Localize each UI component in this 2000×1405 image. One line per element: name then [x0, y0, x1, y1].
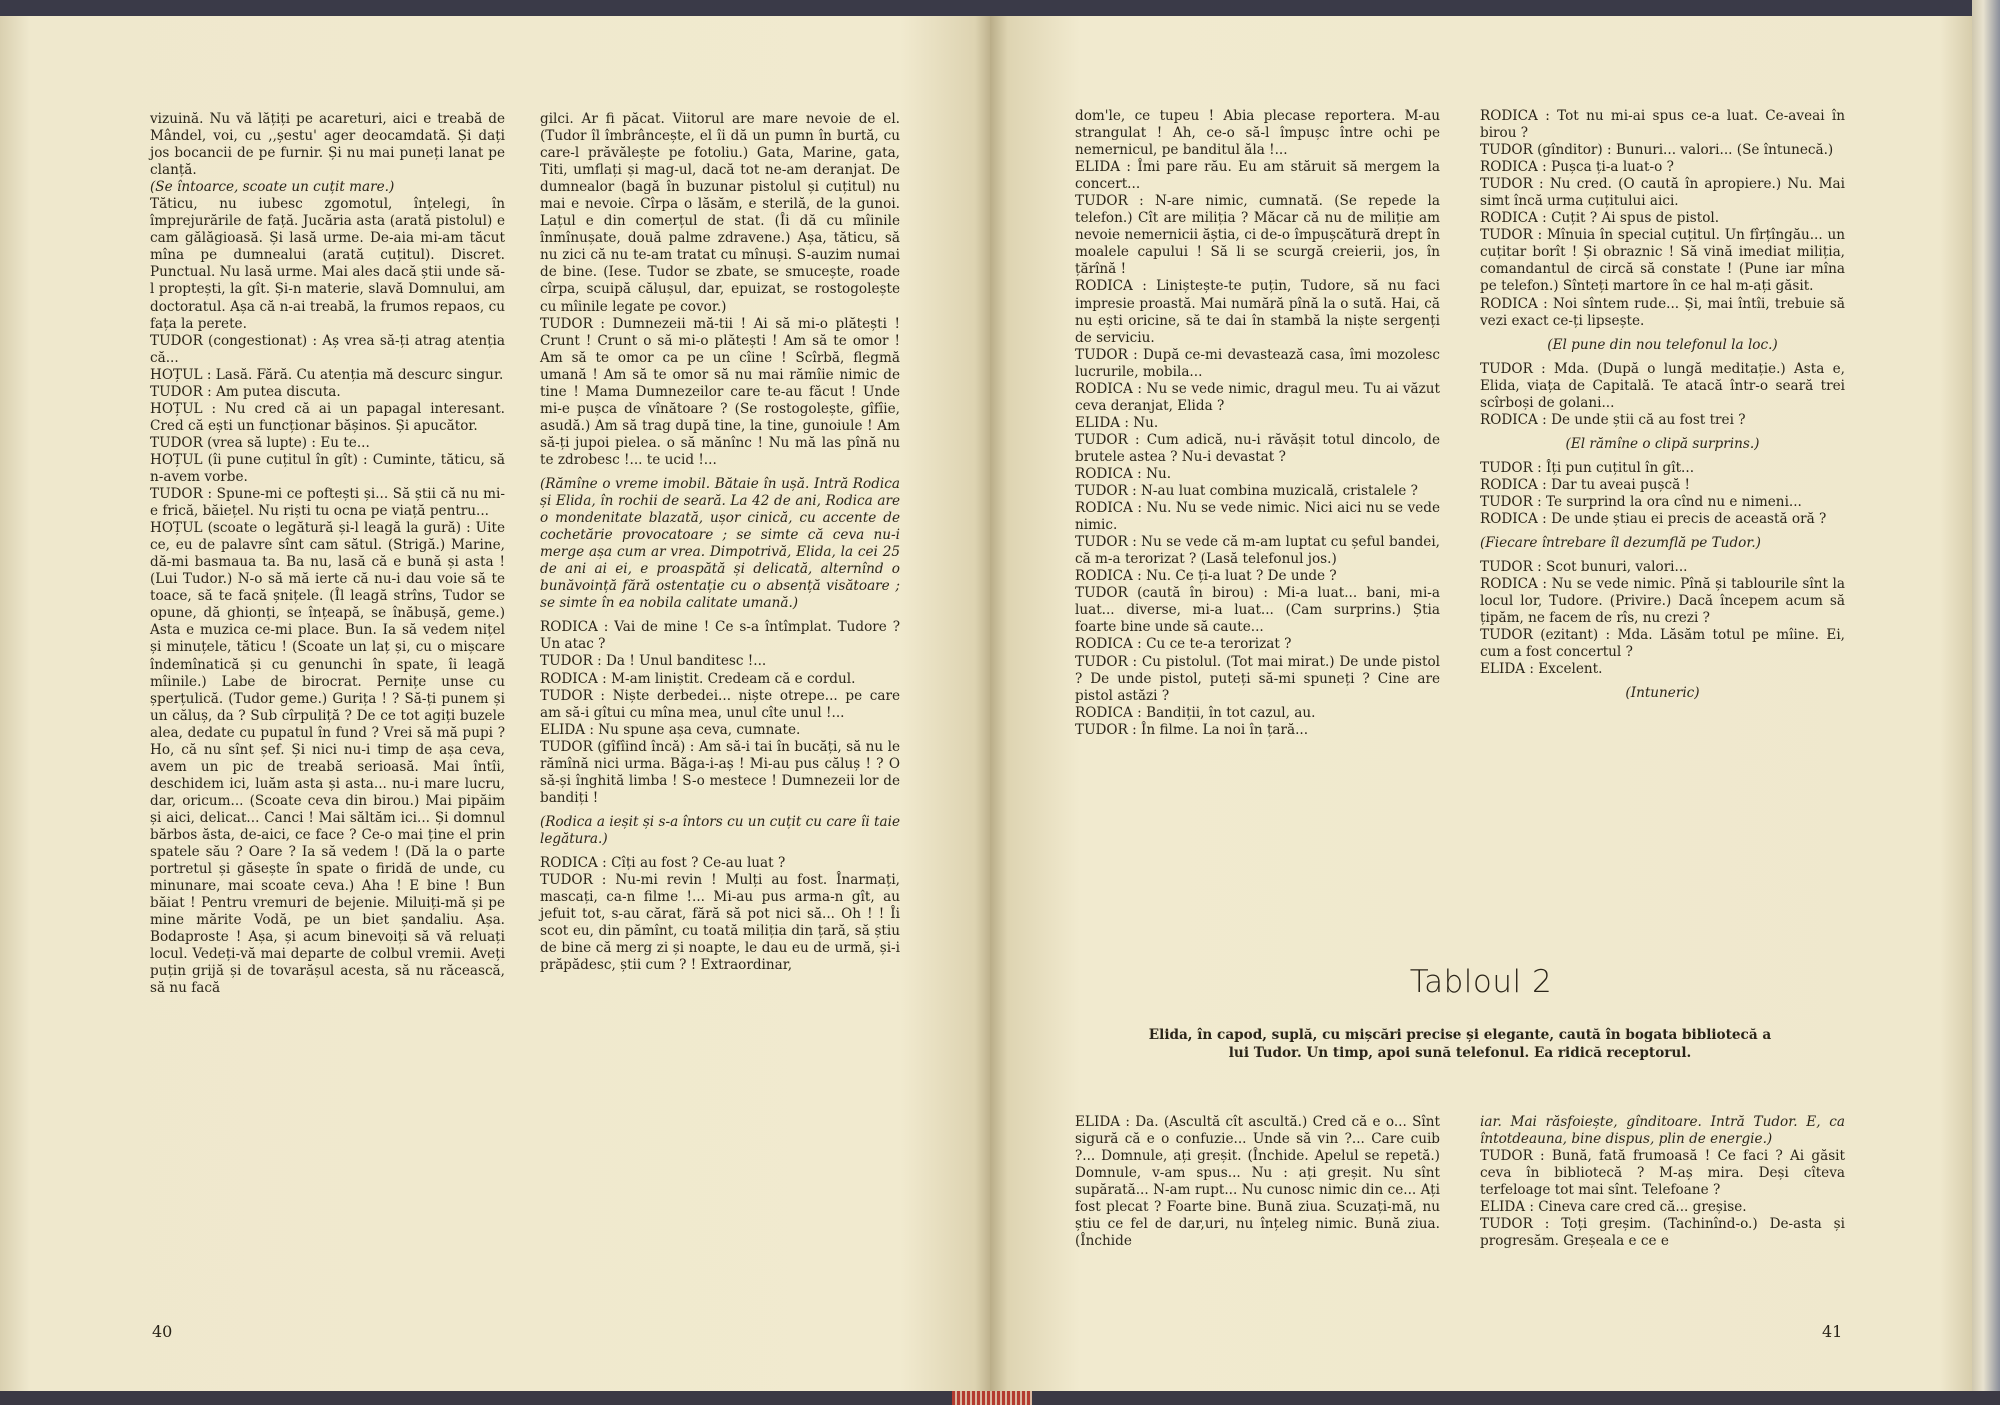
- paragraph: HOȚUL : Nu cred că ai un papagal interesant. Cred că ești un funcționar bășinos. Și apucător.: [150, 400, 505, 434]
- paragraph: ELIDA : Cineva care cred că... greșise.: [1480, 1199, 1747, 1216]
- bookmark-ribbon: [952, 1391, 1032, 1405]
- paragraph: TUDOR : Niște derbedei... niște otrepe... pe care am să-i gîtui cu mîna mea, unul cîte unul !...: [540, 687, 900, 721]
- paragraph: RODICA : Nu.: [1075, 465, 1172, 482]
- paragraph: TUDOR : După ce-mi devastează casa, îmi mozolesc lucrurile, mobila...: [1075, 346, 1440, 380]
- paragraph: HOȚUL : Lasă. Fără. Cu atenția mă descurc singur.: [150, 366, 504, 383]
- paragraph: TUDOR : Mda. (După o lungă meditație.) Asta e, Elida, viața de Capitală. Te atacă într-o seară trei scîrboși de golani...: [1480, 360, 1845, 411]
- column-6: [1480, 1114, 1845, 1250]
- paragraph: (El rămîne o clipă surprins.): [1565, 435, 1760, 452]
- paragraph: TUDOR (congestionat) : Aș vrea să-ți atrag atenția că...: [150, 332, 505, 366]
- paragraph: TUDOR : Mînuia în special cuțitul. Un fîrțîngău... un cuțitar borît ! Și obraznic ! Să vină imediat miliția, comandantul de circă să constate ! (Pune iar mîna pe telefon.) Sînteți martore în ce hal m-ați găsit.: [1480, 227, 1845, 295]
- paragraph: RODICA : Noi sîntem rude... Și, mai întîi, trebuie să vezi exact ce-ți lipsește.: [1480, 295, 1845, 329]
- paragraph: TUDOR (gîfîind încă) : Am să-i tai în bucăți, să nu le rămînă nici urma. Băga-i-aș ! Mi-au pus căluș ! ? O să-și înghită limba ! S-o mestece ! Dumnezeii lor de bandiți !: [540, 738, 900, 806]
- paragraph: TUDOR (gînditor) : Bunuri... valori... (Se întunecă.): [1480, 142, 1834, 159]
- paragraph: RODICA : Cu ce te-a terorizat ?: [1075, 636, 1292, 653]
- paragraph: ELIDA : Excelent.: [1480, 661, 1603, 678]
- paragraph: TUDOR : Scot bunuri, valori...: [1480, 559, 1688, 576]
- paragraph: TUDOR : Nu cred. (O caută în apropiere.) Nu. Mai simt încă urma cuțitului aici.: [1480, 176, 1845, 210]
- paragraph: TUDOR : Dumnezeii mă-tii ! Ai să mi-o plătești ! Crunt ! Crunt o să mi-o plătești ! Am să te omor ! Am să te omor ca pe un cîine ! Scîrbă, flegmă umană ! Am să te omor să nu mai rămîie nimic de tine ! Mama Dumnezeilor care te-au făcut ! Unde mi-e pușca de vînătoare ? (Se rostogolește, gîfîie, asudă.) Am să trag după tine, la tine, gunoiule ! Am să-ți jupoi pielea. o să mănînc ! Nu mă las pînă nu te zdrobesc !... te ucid !...: [540, 315, 900, 468]
- paragraph: gilci. Ar fi păcat. Viitorul are mare nevoie de el. (Tudor îl îmbrâncește, el îi dă un pumn în burtă, cu care-l prăvălește pe fotoliu.) Gata, Marine, gata, Titi, umflați și mag-ul, dacă tot ne-am deranjat. De dumnealor (bagă în buzunar pistolul și cuțitul) nu mai e nevoie. Cîrpa o lăsăm, e sterilă, de la gunoi. Lațul e din comerțul de stat. (Îi dă cu mîinile înmînușate, două palme zdravene.) Așa, tăticu, să nu zici că nu te-am tratat cu mînuși. S-auzim numai de bine. (Iese. Tudor se zbate, se smucește, roade cîrpa, scuipă călușul, dar, epuizat, se rostogolește cu mîinile legate pe covor.): [540, 111, 900, 315]
- paragraph: TUDOR : Am putea discuta.: [150, 383, 341, 400]
- column-5: [1075, 1114, 1440, 1250]
- paragraph: RODICA : Vai de mine ! Ce s-a întîmplat. Tudore ? Un atac ?: [540, 619, 900, 653]
- paragraph: Tăticu, nu iubesc zgomotul, înțelegi, în împrejurările de față. Jucăria asta (arată pistolul) e cam gălăgioasă. Și lasă urme. De-aia mi-am tăcut mîna pe dumnealui (arată cuțitul). Discret. Punctual. Nu lasă urme. Mai ales dacă știi unde să-l proptești, la gît. Și-n materie, slavă Domnului, am doctoratul. Așa că n-ai treabă, la frumos repaos, cu fața la perete.: [150, 196, 505, 332]
- paragraph: TUDOR : Nu-mi revin ! Mulți au fost. Înarmați, mascați, ca-n filme !... Mi-au pus arma-n gît, au jefuit tot, s-au cărat, fără să pot nici să... Oh ! ! Îi scot eu, din pămînt, cu toată miliția din țară, să știu de bine că merg zi și noapte, le dau eu de urmă, și-i prăpădesc, știi cum ? ! Extraordinar,: [540, 872, 900, 974]
- paragraph: RODICA : Nu. Nu se vede nimic. Nici aici nu se vede nimic.: [1075, 500, 1440, 534]
- paragraph: TUDOR (vrea să lupte) : Eu te...: [150, 434, 370, 451]
- book-cover-edge: [1972, 0, 2000, 1405]
- page-number-right: 41: [1822, 1322, 1843, 1341]
- paragraph: iar. Mai răsfoiește, gînditoare. Intră Tudor. E, ca întotdeauna, bine dispus, plin de energie.): [1480, 1114, 1845, 1148]
- paragraph: RODICA : Nu se vede nimic, dragul meu. Tu ai văzut ceva deranjat, Elida ?: [1075, 380, 1440, 414]
- paragraph: TUDOR : În filme. La noi în țară...: [1075, 721, 1309, 738]
- column-3: [1075, 108, 1440, 739]
- paragraph: HOȚUL (scoate o legătură și-l leagă la gură) : Uite ce, eu de palavre sînt cam sătul. (Strigă.) Marine, dă-mi basmaua ta. Ba nu, lasă că e bună și asta ! (Lui Tudor.) N-o să mă ierte că nu-i dau voie să te toace, să te facă șnițele. (Îl leagă strîns, Tudor se opune, dă ghionți, se înțeapă, se înăbușă, geme.) Asta e muzica ce-mi place. Bun. Ia să vedem nițel și minuțele, tăticu ! (Scoate un laț și, cu o mișcare îndemînatică și cu genunchi în spate, îi leagă mîinile.) Labe de birocrat. Pernițe unse cu șperțulică. (Tudor geme.) Gurița ! ? Să-ți punem și un căluș, da ? Sub cîrpuliță ? De ce tot agiți buzele alea, dedate cu pupatul în fund ? Vrei să mă pupi ? Ho, că nu sînt șef. Și nici nu-i timp de așa ceva, avem un pic de treabă serioasă. Mai întîi, deschidem ici, luăm asta și asta... nu-i mare lucru, dar, oricum... (Scoate ceva din birou.) Mai pipăim și aici, delicat... Canci ! Mai săltăm ici... Și domnul bărbos ăsta, de-aici, ce face ? Ce-o mai ține el prin spatele său ? Oare ? Ia să vedem ! (Dă la o parte portretul și găsește în spate o firidă de unde, cu minunare, mai scoate ceva.) Aha ! E bine ! Bun băiat ! Pentru vremuri de bejenie. Miluiți-mă și pe mine mărite Vodă, pe un biet șandaliu. Așa. Bodaproste ! Așa, și acum binevoiți să vă reluați locul. Vedeți-vă mai departe de colbul vremii. Aveți puțin grijă și de tovarășul acesta, să nu răcească, să nu facă: [150, 520, 505, 997]
- page-number-left: 40: [152, 1322, 173, 1341]
- column-4: [1480, 108, 1845, 703]
- paragraph: RODICA : De unde știau ei precis de această oră ?: [1480, 511, 1827, 528]
- paragraph: RODICA : Nu. Ce ți-a luat ? De unde ?: [1075, 568, 1337, 585]
- paragraph: RODICA : M-am liniștit. Credeam că e cordul.: [540, 670, 856, 687]
- paragraph: (Rămîne o vreme imobil. Bătaie în ușă. Intră Rodica și Elida, în rochii de seară. La 42 de ani, Rodica are o mondenitate blazată, ușor cinică, cu accente de cochetărie provocatoare ; se simte că ceva nu-i merge așa cum ar vrea. Dimpotrivă, Elida, la cei 25 de ani ai ei, e proaspătă și delicată, alternînd o bunăvoință fără ostentație cu o absență visătoare ; se simte în ea nobila calitate umană.): [540, 475, 900, 612]
- paragraph: TUDOR : Cu pistolul. (Tot mai mirat.) De unde pistol ? De unde pistol, puteți să-mi spuneți ? Cine are pistol astăzi ?: [1075, 653, 1440, 704]
- left-page: [0, 16, 990, 1391]
- paragraph: ELIDA : Nu.: [1075, 414, 1159, 431]
- right-page: [990, 16, 1972, 1391]
- paragraph: TUDOR : N-are nimic, cumnată. (Se repede la telefon.) Cît are miliția ? Măcar că nu de miliție am nevoie nemernicii ăștia, ci de-o împușcătură drept în moalele capului ! Să li se scurgă creierii, jos, în țărînă !: [1075, 193, 1440, 278]
- paragraph: TUDOR (caută în birou) : Mi-a luat... bani, mi-a luat... diverse, mi-a luat... (Cam surprins.) Știa foarte bine unde să caute...: [1075, 585, 1440, 636]
- paragraph: RODICA : Cuțit ? Ai spus de pistol.: [1480, 210, 1720, 227]
- paragraph: RODICA : Bandiții, în tot cazul, au.: [1075, 704, 1316, 721]
- paragraph: (Intuneric): [1625, 685, 1700, 702]
- paragraph: ELIDA : Da. (Ascultă cît ascultă.) Cred că e o... Sînt sigură că e o confuzie... Unde să vin ?... Care cuib ?... Domnule, ați greșit. (Închide. Apelul se repetă.) Domnule, v-am spus... Nu : ați greșit. Nu sînt supărată... N-am rupt... Nu cunosc nimic din ce... Ați fost plecat ? Foarte bine. Bună ziua. Scuzați-mă, nu știu ce fel de dar,uri, nu înțeleg nimic. Bună ziua. (Închide: [1075, 1114, 1440, 1250]
- paragraph: TUDOR (ezitant) : Mda. Lăsăm totul pe mîine. Ei, cum a fost concertul ?: [1480, 627, 1845, 661]
- tablou-title: Tabloul 2: [1409, 964, 1553, 1000]
- paragraph: RODICA : Cîți au fost ? Ce-au luat ?: [540, 854, 786, 871]
- paragraph: (El pune din nou telefonul la loc.): [1547, 336, 1778, 353]
- paragraph: RODICA : Liniștește-te puțin, Tudore, să nu faci impresie proastă. Mai numără pînă la o sută. Hai, că nu ești oricine, să te dai în stambă la niște sergenți de serviciu.: [1075, 278, 1440, 346]
- paragraph: TUDOR : Spune-mi ce poftești și... Să știi că nu mi-e frică, băiețel. Nu riști tu ocna pe viață pentru...: [150, 486, 505, 520]
- paragraph: RODICA : Pușca ți-a luat-o ?: [1480, 159, 1674, 176]
- paragraph: ELIDA : Nu spune așa ceva, cumnate.: [540, 721, 801, 738]
- paragraph: TUDOR : Îți pun cuțitul în gît...: [1480, 459, 1695, 476]
- paragraph: TUDOR : Da ! Unul banditesc !...: [540, 653, 767, 670]
- paragraph: RODICA : Nu se vede nimic. Pînă și tablourile sînt la locul lor, Tudore. (Privire.) Dacă începem acum să țipăm, ne facem de rîs, nu crezi ?: [1480, 576, 1845, 627]
- paragraph: TUDOR : Te surprind la ora cînd nu e nimeni...: [1480, 493, 1802, 510]
- paragraph: TUDOR : Nu se vede că m-am luptat cu șeful bandei, că m-a terorizat ? (Lasă telefonul jos.): [1075, 534, 1440, 568]
- column-2: [540, 111, 900, 974]
- paragraph: dom'le, ce tupeu ! Abia plecase reportera. M-au strangulat ! Ah, ce-o să-l împușc între ochi pe nemernicul, pe banditul ăla !...: [1075, 108, 1440, 159]
- paragraph: RODICA : Tot nu mi-ai spus ce-a luat. Ce-aveai în birou ?: [1480, 108, 1845, 142]
- paragraph: TUDOR : N-au luat combina muzicală, cristalele ?: [1075, 483, 1418, 500]
- paragraph: TUDOR : Cum adică, nu-i răvășit totul dincolo, de brutele astea ? Nu-i devastat ?: [1075, 431, 1440, 465]
- paragraph: (Se întoarce, scoate un cuțit mare.): [150, 179, 395, 196]
- paragraph: (Fiecare întrebare îl dezumflă pe Tudor.): [1480, 535, 1761, 552]
- book-cover-top: [0, 0, 2000, 16]
- tablou-intro: Elida, în capod, suplă, cu mișcări precise și elegante, caută în bogata bibliotecă a lui Tudor. Un timp, apoi sună telefonul. Ea ridică receptorul.: [1148, 1027, 1772, 1061]
- paragraph: TUDOR : Bună, fată frumoasă ! Ce faci ? Ai găsit ceva în bibliotecă ? M-aș mira. Deși cîteva terfeloage tot mai sînt. Telefoane ?: [1480, 1148, 1845, 1199]
- paragraph: RODICA : Dar tu aveai pușcă !: [1480, 476, 1690, 493]
- paragraph: HOȚUL (îi pune cuțitul în gît) : Cuminte, tăticu, să n-avem vorbe.: [150, 451, 505, 485]
- column-1: [150, 111, 505, 997]
- paragraph: vizuină. Nu vă lățiți pe acareturi, aici e treabă de Mândel, voi, cu ,,șestu' ager deocamdată. Și dați jos bocancii de pe furnir. Și nu mai puneți lanat pe clanță.: [150, 111, 505, 179]
- paragraph: (Rodica a ieșit și s-a întors cu un cuțit cu care îi taie legătura.): [540, 813, 900, 847]
- paragraph: ELIDA : Îmi pare rău. Eu am stăruit să mergem la concert...: [1075, 159, 1440, 193]
- paragraph: TUDOR : Toți greșim. (Tachinînd-o.) De-asta și progresăm. Greșeala e ce e: [1480, 1216, 1845, 1250]
- paragraph: RODICA : De unde știi că au fost trei ?: [1480, 411, 1746, 428]
